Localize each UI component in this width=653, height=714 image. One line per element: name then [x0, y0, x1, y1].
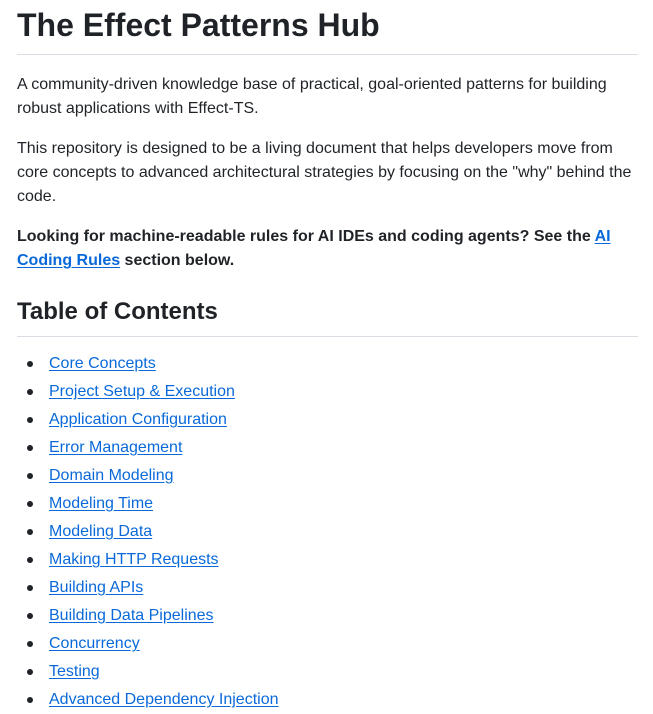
bullet-icon	[27, 669, 33, 675]
bullet-icon	[27, 501, 33, 507]
toc-link-building-apis[interactable]: Building APIs	[49, 579, 144, 596]
toc-item	[49, 490, 638, 518]
toc-list	[17, 350, 638, 714]
toc-link-testing[interactable]: Testing	[49, 663, 100, 680]
toc-item	[49, 546, 638, 574]
toc-link-http-requests[interactable]: Making HTTP Requests	[49, 551, 219, 568]
toc-item	[49, 350, 638, 378]
toc-item	[49, 602, 638, 630]
bullet-icon	[27, 473, 33, 479]
purpose-paragraph: This repository is designed to be a living document that helps developers move from core concepts to advanced architectural strategies by focusing on the "why" behind the code.	[17, 140, 632, 205]
toc-item	[49, 686, 638, 714]
toc-item	[49, 462, 638, 490]
toc-link-modeling-data[interactable]: Modeling Data	[49, 523, 153, 540]
toc-item	[49, 574, 638, 602]
toc-item	[49, 434, 638, 462]
ai-rules-note	[17, 225, 638, 273]
toc-link-dependency-injection[interactable]: Advanced Dependency Injection	[49, 691, 279, 708]
bullet-icon	[27, 529, 33, 535]
bullet-icon	[27, 613, 33, 619]
toc-item	[49, 406, 638, 434]
bullet-icon	[27, 641, 33, 647]
toc-link-project-setup[interactable]: Project Setup & Execution	[49, 383, 235, 400]
toc-heading: Table of Contents	[17, 297, 638, 337]
toc-link-concurrency[interactable]: Concurrency	[49, 635, 140, 652]
ai-rules-note-suffix: section below.	[120, 252, 235, 269]
bullet-icon	[27, 585, 33, 591]
toc-item	[49, 518, 638, 546]
intro-paragraph: A community-driven knowledge base of practical, goal-oriented patterns for building robust applications with Effect-TS.	[17, 76, 607, 117]
toc-link-core-concepts[interactable]: Core Concepts	[49, 355, 156, 372]
toc-item	[49, 378, 638, 406]
toc-link-modeling-time[interactable]: Modeling Time	[49, 495, 154, 512]
bullet-icon	[27, 361, 33, 367]
toc-item	[49, 658, 638, 686]
page-title: The Effect Patterns Hub	[17, 0, 638, 55]
bullet-icon	[27, 445, 33, 451]
ai-rules-note-prefix: Looking for machine-readable rules for AI IDEs and coding agents? See the	[17, 228, 595, 245]
bullet-icon	[27, 417, 33, 423]
toc-link-domain-modeling[interactable]: Domain Modeling	[49, 467, 174, 484]
bullet-icon	[27, 697, 33, 703]
bullet-icon	[27, 389, 33, 395]
toc-link-error-management[interactable]: Error Management	[49, 439, 183, 456]
bullet-icon	[27, 557, 33, 563]
toc-link-application-configuration[interactable]: Application Configuration	[49, 411, 227, 428]
toc-item	[49, 630, 638, 658]
ai-coding-rules-link[interactable]: AI Coding Rules	[17, 228, 611, 269]
toc-link-data-pipelines[interactable]: Building Data Pipelines	[49, 607, 214, 624]
